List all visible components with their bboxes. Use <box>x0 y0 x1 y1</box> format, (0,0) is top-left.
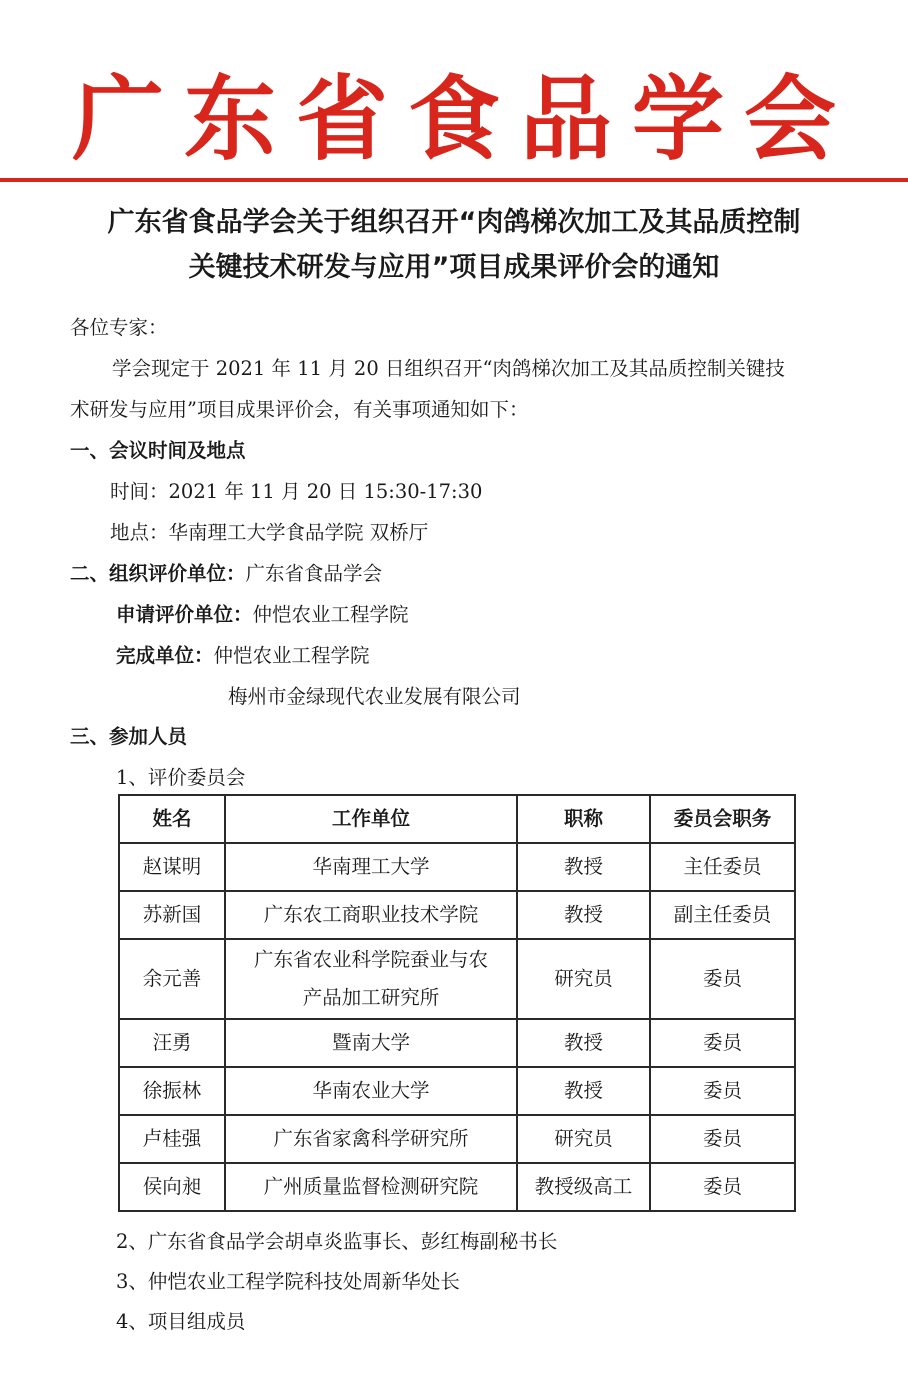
document-title-line-1: 广东省食品学会关于组织召开“肉鸽梯次加工及其品质控制 <box>107 207 801 238</box>
member-name: 卢桂强 <box>119 1115 225 1163</box>
member-role: 委员 <box>650 1019 795 1067</box>
completion-value-1: 仲恺农业工程学院 <box>213 644 370 667</box>
member-unit: 华南理工大学 <box>225 843 517 891</box>
table-row <box>119 1163 795 1211</box>
applicant-line <box>116 600 409 630</box>
member-name: 赵谋明 <box>119 843 225 891</box>
committee-table <box>118 794 796 1212</box>
section1-heading: 一、会议时间及地点 <box>70 439 246 462</box>
completion-label: 完成单位： <box>116 644 214 667</box>
col-header-title: 职称 <box>517 795 650 843</box>
intro-line-2: 术研发与应用”项目成果评价会，有关事项通知如下： <box>70 398 529 421</box>
participants-item-1: 1、评价委员会 <box>116 766 246 789</box>
participants-item-3: 3、仲恺农业工程学院科技处周新华处长 <box>116 1270 460 1293</box>
member-title: 研究员 <box>517 939 650 1019</box>
intro-line-1: 学会现定于 2021 年 11 月 20 日组织召开“肉鸽梯次加工及其品质控制关键技 <box>112 357 785 380</box>
participants-item-4: 4、项目组成员 <box>116 1310 246 1333</box>
organizer-line <box>70 559 382 589</box>
table-row <box>119 843 795 891</box>
member-role: 主任委员 <box>650 843 795 891</box>
table-header-row <box>119 795 795 843</box>
col-header-unit: 工作单位 <box>225 795 517 843</box>
organizer-value: 广东省食品学会 <box>245 562 383 585</box>
member-title: 教授 <box>517 891 650 939</box>
member-name: 苏新国 <box>119 891 225 939</box>
member-name: 余元善 <box>119 939 225 1019</box>
member-unit: 广东农工商职业技术学院 <box>225 891 517 939</box>
member-title: 教授 <box>517 843 650 891</box>
member-unit-line-1: 广东省农业科学院蚕业与农 <box>253 948 488 971</box>
member-unit-line-2: 产品加工研究所 <box>302 986 440 1009</box>
document-title-line-2: 关键技术研发与应用”项目成果评价会的通知 <box>188 252 720 283</box>
table-row <box>119 891 795 939</box>
participants-item-2: 2、广东省食品学会胡卓炎监事长、彭红梅副秘书长 <box>116 1230 558 1253</box>
table-row <box>119 1019 795 1067</box>
member-role: 委员 <box>650 1163 795 1211</box>
member-name: 徐振林 <box>119 1067 225 1115</box>
letterhead-divider <box>0 178 908 182</box>
meeting-time: 时间：2021 年 11 月 20 日 15:30-17:30 <box>110 480 483 503</box>
document-title <box>40 200 868 290</box>
section3-heading: 三、参加人员 <box>70 725 188 748</box>
table-row <box>119 1067 795 1115</box>
completion-value-2: 梅州市金绿现代农业发展有限公司 <box>228 685 521 708</box>
completion-line <box>116 641 370 671</box>
salutation: 各位专家： <box>70 316 168 339</box>
member-role: 副主任委员 <box>650 891 795 939</box>
table-row <box>119 939 795 1019</box>
member-title: 教授 <box>517 1019 650 1067</box>
organizer-label: 二、组织评价单位： <box>70 562 246 585</box>
member-title: 研究员 <box>517 1115 650 1163</box>
member-role: 委员 <box>650 1067 795 1115</box>
col-header-role: 委员会职务 <box>650 795 795 843</box>
member-role: 委员 <box>650 1115 795 1163</box>
member-name: 侯向昶 <box>119 1163 225 1211</box>
meeting-place: 地点：华南理工大学食品学院 双桥厅 <box>110 521 429 544</box>
member-name: 汪勇 <box>119 1019 225 1067</box>
col-header-name: 姓名 <box>119 795 225 843</box>
member-unit: 广东省家禽科学研究所 <box>225 1115 517 1163</box>
member-role: 委员 <box>650 939 795 1019</box>
member-unit <box>225 939 517 1019</box>
table-row <box>119 1115 795 1163</box>
applicant-label: 申请评价单位： <box>116 603 253 626</box>
member-title: 教授 <box>517 1067 650 1115</box>
org-letterhead: 广东省食品学会 <box>71 66 856 173</box>
member-unit: 广州质量监督检测研究院 <box>225 1163 517 1211</box>
member-title: 教授级高工 <box>517 1163 650 1211</box>
member-unit: 暨南大学 <box>225 1019 517 1067</box>
member-unit: 华南农业大学 <box>225 1067 517 1115</box>
applicant-value: 仲恺农业工程学院 <box>252 603 409 626</box>
